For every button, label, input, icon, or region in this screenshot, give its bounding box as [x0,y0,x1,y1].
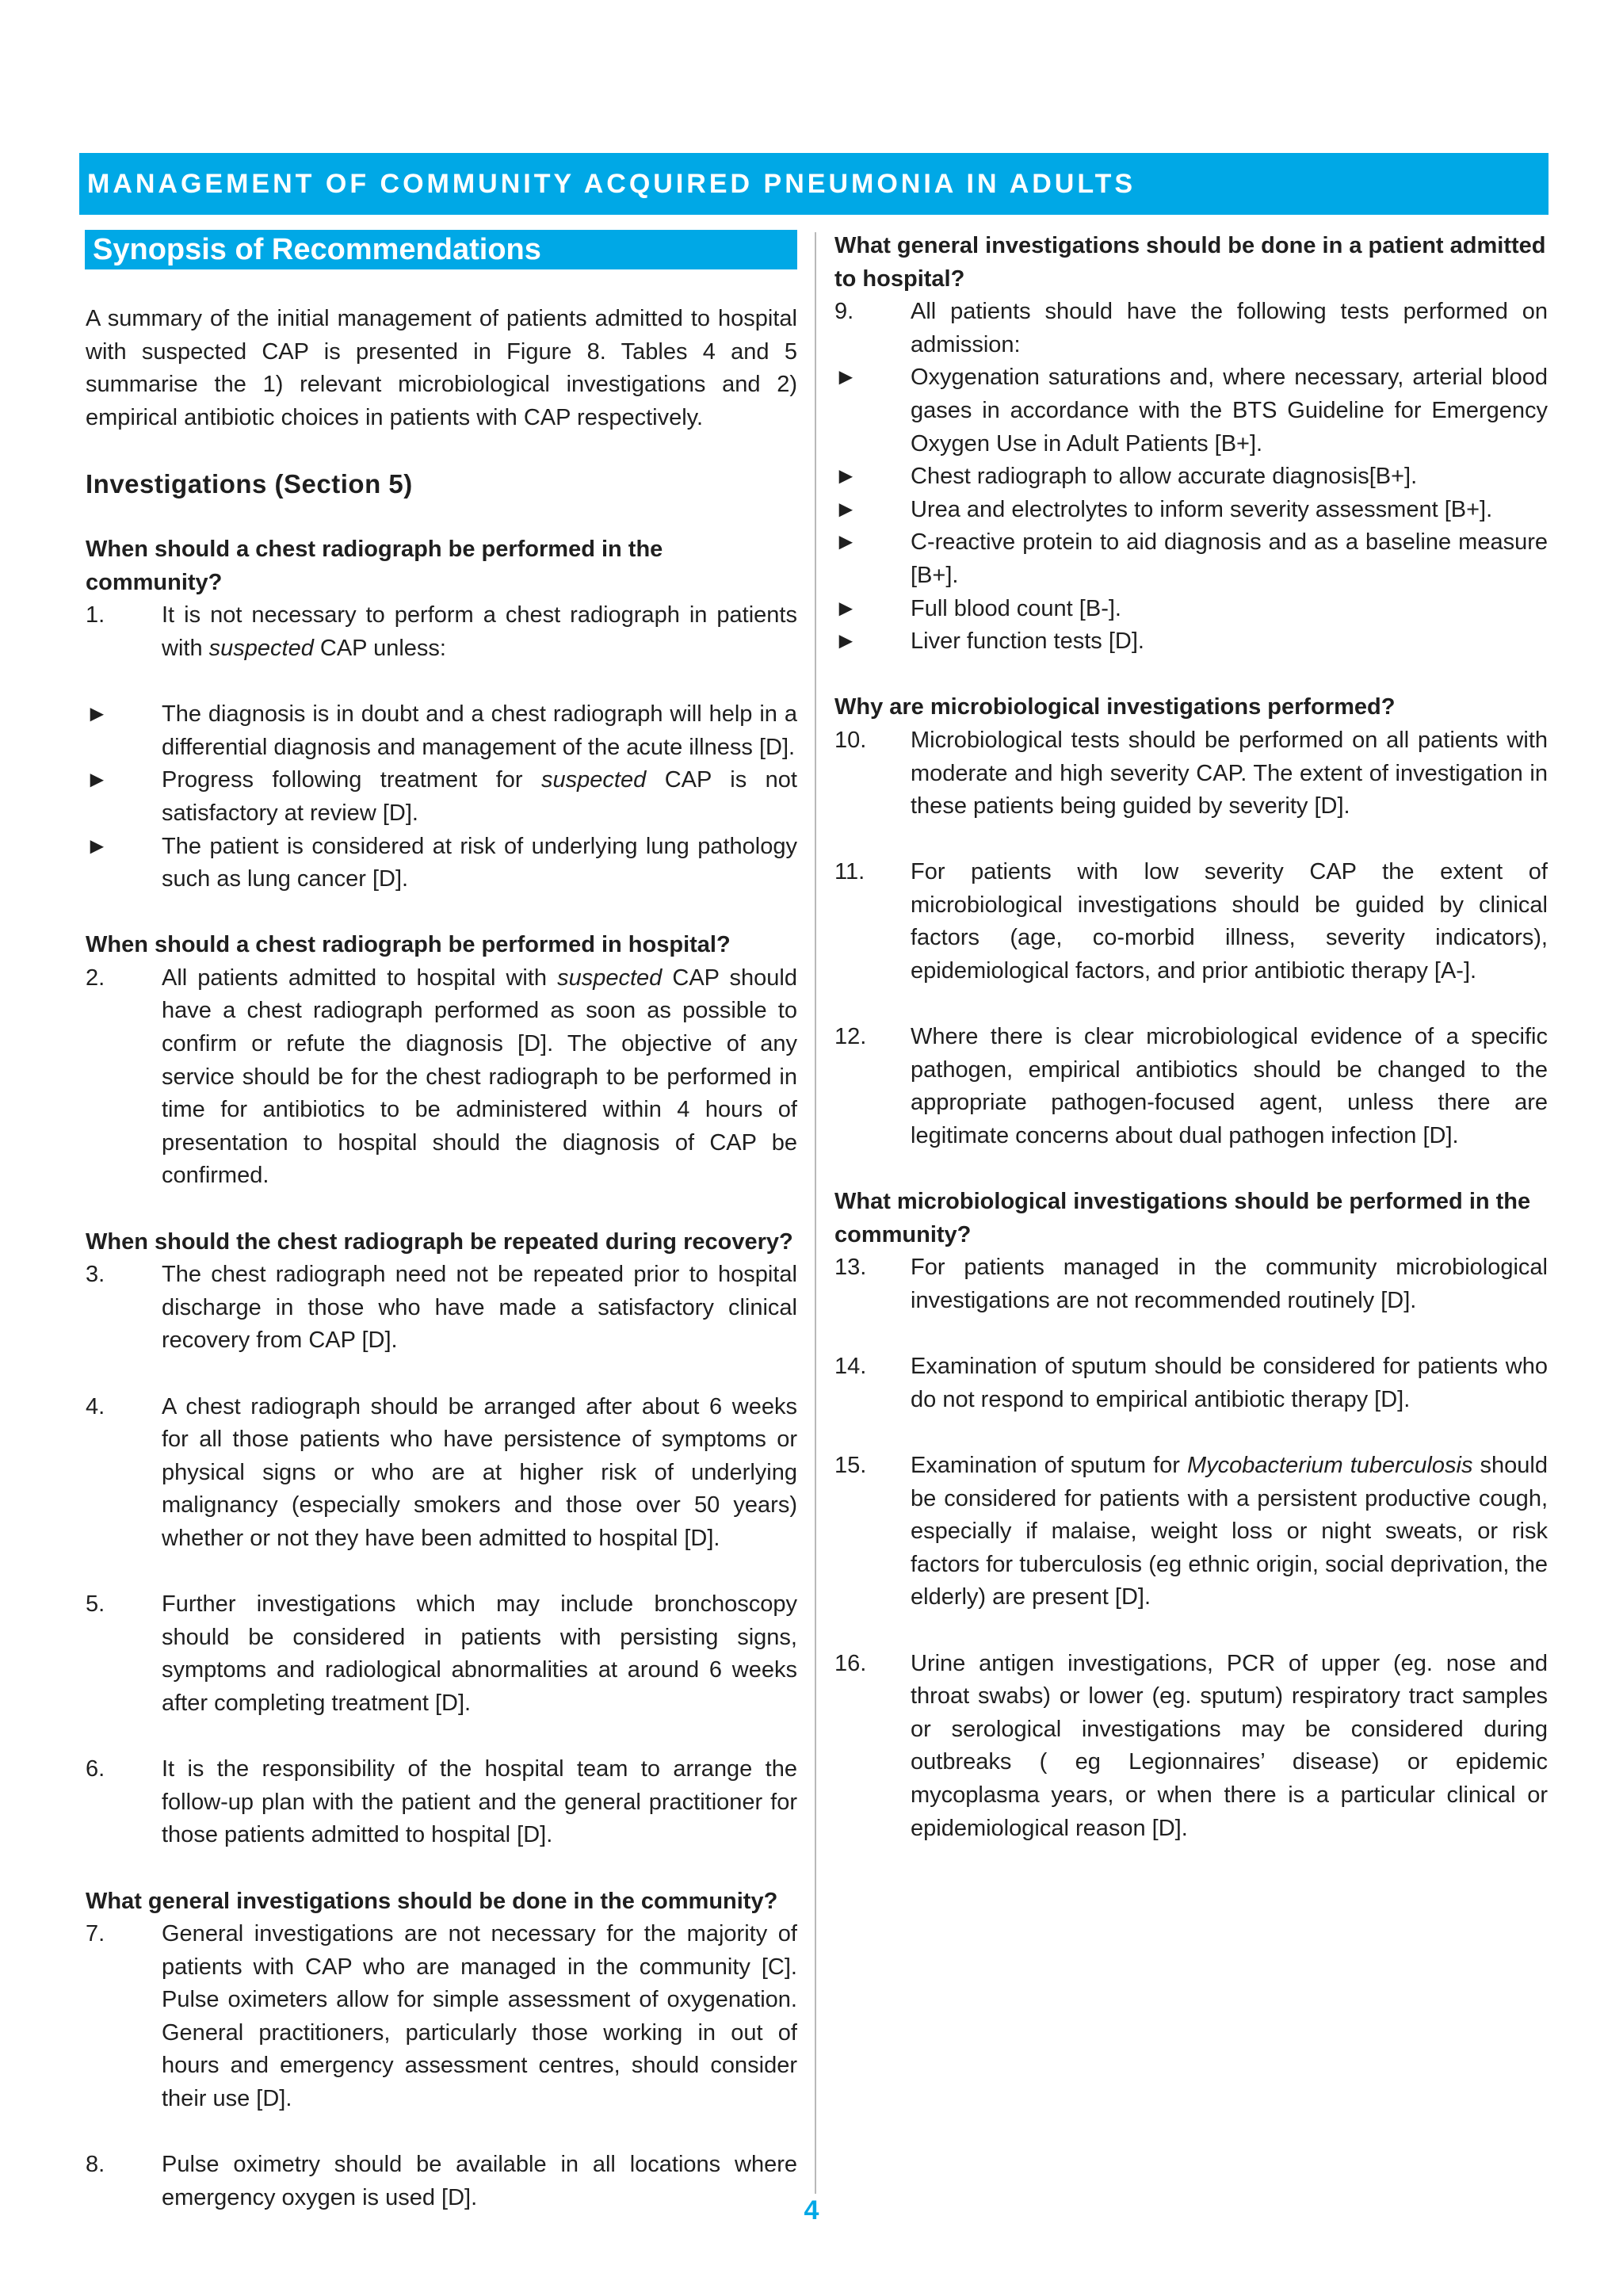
recommendation-item [834,1648,1548,1846]
bullet-icon: ► [86,701,109,728]
item-text: Urine antigen investigations, PCR of upper (eg. nose and throat swabs) or lower (eg. sputum) respiratory tract samples or serological investigations may be considered during outbreaks ( eg Legionnaires’ disease) or epidemic mycoplasma years, or when there is a particular clinical or epidemiological reason [D]. [911,1650,1548,1841]
bullet-item [86,764,797,830]
item-number: 8. [86,2152,105,2178]
item-number: 16. [834,1650,867,1676]
intro-paragraph: A summary of the initial management of patients admitted to hospital with suspected CAP is presented in Figure 8. Tables 4 and 5 summarise the 1) relevant microbiological investigations and 2) empirical antibiotic choices in patients with CAP respectively. [86,306,797,430]
item-number: 5. [86,1591,105,1618]
item-number: 12. [834,1024,867,1050]
recommendation-item [834,1251,1548,1317]
left-column [86,230,797,2214]
bullet-item [86,698,797,764]
bullet-text: C-reactive protein to aid diagnosis and as a baseline measure [B+]. [911,529,1548,588]
right-column [834,230,1548,1845]
bullet-icon: ► [834,529,857,556]
page-banner [79,153,1549,215]
recommendation-item [834,724,1548,823]
recommendation-item [834,1021,1548,1152]
item-number: 7. [86,1921,105,1947]
item-number: 15. [834,1452,867,1478]
recommendation-item [86,599,797,665]
question-heading: When should the chest radiograph be repeated during recovery? [86,1228,793,1255]
recommendation-item [834,1450,1548,1614]
bullet-item [834,593,1548,626]
question-heading: Why are microbiological investigations performed? [834,694,1396,720]
item-number: 9. [834,299,854,325]
question-heading: What general investigations should be done in a patient admitted to hospital? [834,233,1546,292]
synopsis-heading [85,230,797,269]
item-number: 4. [86,1393,105,1419]
bullet-icon: ► [834,464,857,490]
item-number: 11. [834,859,865,885]
question-heading: When should a chest radiograph be performed in hospital? [86,932,731,958]
bullet-text: Oxygenation saturations and, where necessary, arterial blood gases in accordance with the BTS Guideline for Emergency Oxygen Use in Adult Patients [B+]. [911,365,1548,457]
item-text: For patients with low severity CAP the extent of microbiological investigations should be guided by clinical factors (age, co-morbid illness, severity indicators), epidemiological factors, and prior antibiotic therapy [A-]. [911,859,1548,984]
bullet-text: Liver function tests [D]. [911,628,1144,655]
bullet-text: The patient is considered at risk of underlying lung pathology such as lung cancer [D]. [162,833,797,892]
question-heading: What microbiological investigations should be performed in the community? [834,1189,1531,1247]
bullet-item [834,460,1548,494]
recommendation-item [86,1588,797,1720]
recommendation-item [86,962,797,1193]
item-text: It is not necessary to perform a chest radiograph in patients with suspected CAP unless: [162,602,797,661]
item-text: General investigations are not necessary for the majority of patients with CAP who are managed in the community [C]. Pulse oximeters allow for simple assessment of oxygenation. General practitioners, particularly those working in out of hours and emergency assessment centres, should consider their use [D]. [162,1921,797,2112]
item-text: Further investigations which may include bronchoscopy should be considered in patients with persisting signs, symptoms and radiological abnormalities at around 6 weeks after completing treatment [D]. [162,1591,797,1716]
item-number: 6. [86,1756,105,1782]
recommendation-item [834,1350,1548,1416]
banner-title: MANAGEMENT OF COMMUNITY ACQUIRED PNEUMONIA IN ADULTS [87,168,1136,199]
item-text: The chest radiograph need not be repeated prior to hospital discharge in those who have made a satisfactory clinical recovery from CAP [D]. [162,1262,797,1354]
bullet-icon: ► [834,365,857,391]
item-number: 2. [86,965,105,991]
page-number: 4 [804,2195,819,2225]
item-text: Examination of sputum for Mycobacterium tuberculosis should be considered for patients with a persistent productive cough, especially if malaise, weight loss or night sweats, or risk factors for tuberculosis (eg ethnic origin, social deprivation, the elderly) are present [D]. [911,1452,1548,1610]
item-number: 13. [834,1255,867,1281]
bullet-icon: ► [86,833,109,859]
bullet-text: Chest radiograph to allow accurate diagnosis[B+]. [911,464,1418,490]
bullet-item [834,625,1548,659]
recommendation-item [86,1391,797,1556]
item-text: A chest radiograph should be arranged after about 6 weeks for all those patients who have persistence of symptoms or physical signs or who are at higher risk of underlying malignancy (especially smokers and those over 50 years) whether or not they have been admitted to hospital [D]. [162,1393,797,1551]
item-text: All patients should have the following tests performed on admission: [911,299,1548,357]
item-text: Pulse oximetry should be available in all locations where emergency oxygen is used [D]. [162,2152,797,2210]
recommendation-item [86,1753,797,1852]
item-text: All patients admitted to hospital with suspected CAP should have a chest radiograph performed as soon as possible to confirm or refute the diagnosis [D]. The objective of any service should be for the chest radiograph to be performed in time for antibiotics to be administered within 4 hours of presentation to hospital should the diagnosis of CAP be confirmed. [162,965,797,1189]
item-text: Where there is clear microbiological evidence of a specific pathogen, empirical antibiotics should be changed to the appropriate pathogen-focused agent, unless there are legitimate concerns about dual pathogen infection [D]. [911,1024,1548,1149]
item-number: 1. [86,602,105,628]
section-heading: Investigations (Section 5) [86,468,413,499]
item-text: Microbiological tests should be performed on all patients with moderate and high severity CAP. The extent of investigation in these patients being guided by severity [D]. [911,727,1548,819]
item-text: It is the responsibility of the hospital team to arrange the follow-up plan with the patient and the general practitioner for those patients admitted to hospital [D]. [162,1756,797,1848]
bullet-icon: ► [834,595,857,621]
item-text: For patients managed in the community microbiological investigations are not recommended routinely [D]. [911,1255,1548,1313]
recommendation-item [86,1259,797,1358]
bullet-item [834,494,1548,527]
item-number: 3. [86,1262,105,1288]
recommendation-item [86,1918,797,2116]
item-number: 10. [834,727,867,753]
bullet-text: Full blood count [B-]. [911,595,1121,621]
item-number: 14. [834,1354,867,1380]
bullet-icon: ► [834,496,857,522]
recommendation-item [834,856,1548,988]
question-heading: What general investigations should be done in the community? [86,1888,778,1914]
bullet-text: Urea and electrolytes to inform severity assessment [B+]. [911,496,1493,522]
bullet-item [834,526,1548,592]
recommendation-item [834,296,1548,361]
bullet-icon: ► [834,628,857,655]
bullet-text: Progress following treatment for suspected CAP is not satisfactory at review [D]. [162,767,797,826]
question-heading: When should a chest radiograph be performed in the community? [86,537,663,595]
item-text: Examination of sputum should be considered for patients who do not respond to empirical antibiotic therapy [D]. [911,1354,1548,1412]
bullet-item [834,361,1548,460]
bullet-text: The diagnosis is in doubt and a chest radiograph will help in a differential diagnosis and management of the acute illness [D]. [162,701,797,760]
column-divider [815,232,816,2194]
bullet-icon: ► [86,767,109,793]
synopsis-title: Synopsis of Recommendations [93,233,541,266]
bullet-item [86,831,797,896]
